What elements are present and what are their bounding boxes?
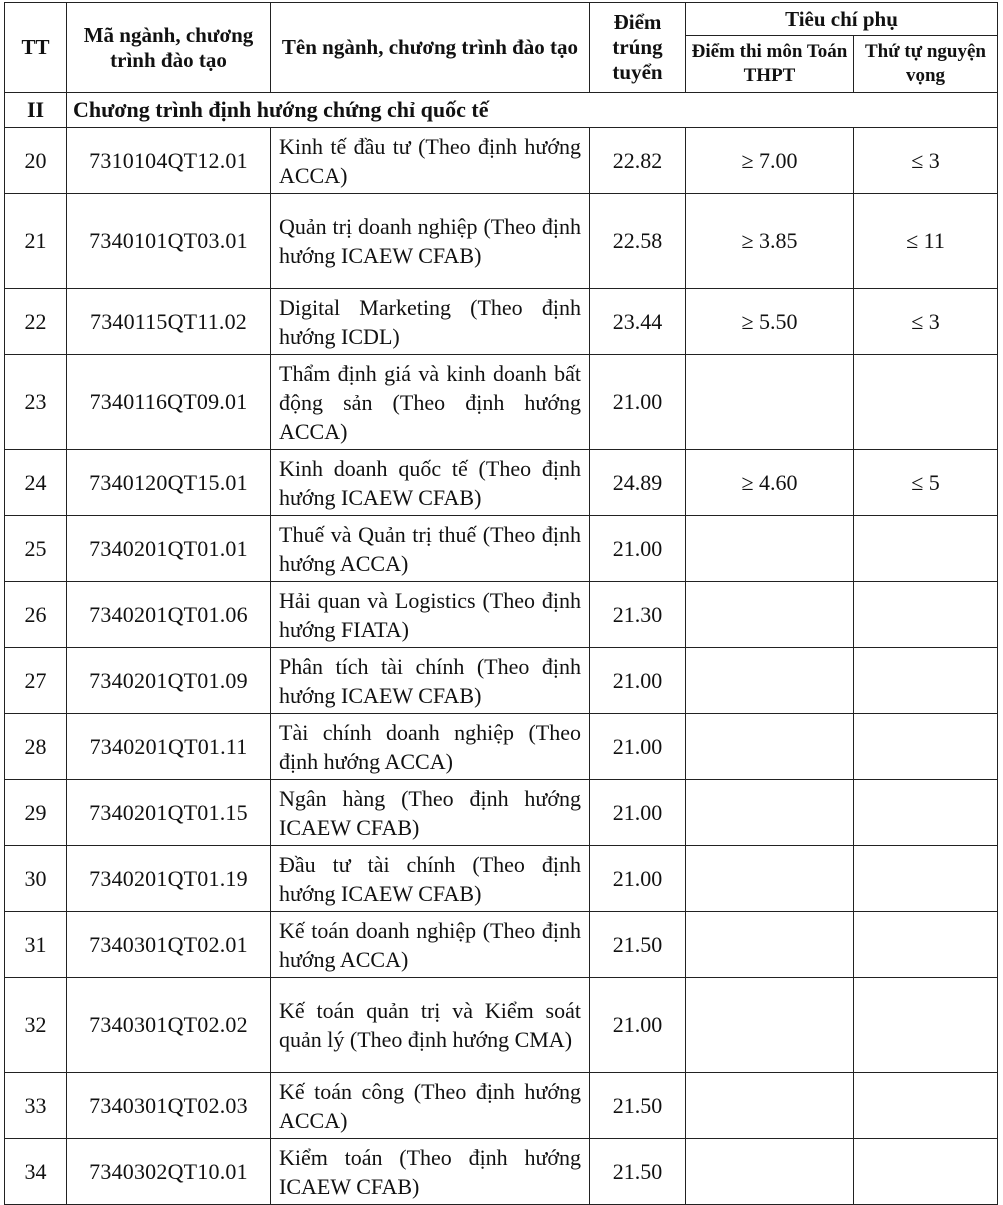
- table-row: [5, 846, 998, 912]
- program-name: Digital Marketing (Theo định hướng ICDL): [271, 289, 590, 355]
- program-name: Ngân hàng (Theo định hướng ICAEW CFAB): [271, 780, 590, 846]
- program-code: 7340101QT03.01: [67, 194, 271, 289]
- table-row: [5, 450, 998, 516]
- math-score-criterion: ≥ 5.50: [686, 289, 854, 355]
- admission-score-table: [4, 2, 998, 1205]
- row-number: 31: [5, 912, 67, 978]
- wish-order-criterion: [854, 714, 998, 780]
- program-name: Kế toán doanh nghiệp (Theo định hướng ACCA): [271, 912, 590, 978]
- table-row: [5, 582, 998, 648]
- math-score-criterion: [686, 582, 854, 648]
- row-number: 27: [5, 648, 67, 714]
- section-title: Chương trình định hướng chứng chỉ quốc tế: [67, 93, 998, 128]
- header-program-name: Tên ngành, chương trình đào tạo: [271, 3, 590, 93]
- row-number: 32: [5, 978, 67, 1073]
- admission-score: 21.50: [590, 1073, 686, 1139]
- admission-score: 21.50: [590, 912, 686, 978]
- row-number: 26: [5, 582, 67, 648]
- math-score-criterion: ≥ 7.00: [686, 128, 854, 194]
- row-number: 29: [5, 780, 67, 846]
- header-program-code: Mã ngành, chương trình đào tạo: [67, 3, 271, 93]
- program-name: Đầu tư tài chính (Theo định hướng ICAEW CFAB): [271, 846, 590, 912]
- table-row: [5, 912, 998, 978]
- wish-order-criterion: [854, 846, 998, 912]
- row-number: 23: [5, 355, 67, 450]
- program-name: Kiểm toán (Theo định hướng ICAEW CFAB): [271, 1139, 590, 1205]
- wish-order-criterion: [854, 912, 998, 978]
- section-number: II: [5, 93, 67, 128]
- math-score-criterion: ≥ 3.85: [686, 194, 854, 289]
- math-score-criterion: [686, 714, 854, 780]
- program-code: 7340201QT01.11: [67, 714, 271, 780]
- table-row: [5, 516, 998, 582]
- wish-order-criterion: [854, 978, 998, 1073]
- program-name: Quản trị doanh nghiệp (Theo định hướng ICAEW CFAB): [271, 194, 590, 289]
- wish-order-criterion: [854, 582, 998, 648]
- admission-score: 21.00: [590, 355, 686, 450]
- program-code: 7340302QT10.01: [67, 1139, 271, 1205]
- program-name: Kế toán quản trị và Kiểm soát quản lý (Theo định hướng CMA): [271, 978, 590, 1073]
- program-code: 7340301QT02.02: [67, 978, 271, 1073]
- row-number: 28: [5, 714, 67, 780]
- math-score-criterion: [686, 780, 854, 846]
- table-row: [5, 714, 998, 780]
- row-number: 24: [5, 450, 67, 516]
- admission-score: 21.00: [590, 846, 686, 912]
- math-score-criterion: ≥ 4.60: [686, 450, 854, 516]
- math-score-criterion: [686, 355, 854, 450]
- wish-order-criterion: ≤ 3: [854, 128, 998, 194]
- program-name: Hải quan và Logistics (Theo định hướng FIATA): [271, 582, 590, 648]
- admission-score: 21.00: [590, 780, 686, 846]
- program-code: 7340115QT11.02: [67, 289, 271, 355]
- row-number: 21: [5, 194, 67, 289]
- wish-order-criterion: [854, 780, 998, 846]
- row-number: 30: [5, 846, 67, 912]
- program-code: 7340201QT01.01: [67, 516, 271, 582]
- admission-score: 21.30: [590, 582, 686, 648]
- table-row: [5, 128, 998, 194]
- table-row: [5, 289, 998, 355]
- program-name: Thẩm định giá và kinh doanh bất động sản (Theo định hướng ACCA): [271, 355, 590, 450]
- admission-score: 21.00: [590, 648, 686, 714]
- header-wish-order: Thứ tự nguyện vọng: [854, 36, 998, 93]
- admission-score: 21.00: [590, 714, 686, 780]
- wish-order-criterion: ≤ 5: [854, 450, 998, 516]
- admission-score: 21.50: [590, 1139, 686, 1205]
- admission-score: 22.58: [590, 194, 686, 289]
- program-code: 7310104QT12.01: [67, 128, 271, 194]
- math-score-criterion: [686, 1139, 854, 1205]
- wish-order-criterion: [854, 1139, 998, 1205]
- wish-order-criterion: ≤ 3: [854, 289, 998, 355]
- header-admission-score: Điểm trúng tuyển: [590, 3, 686, 93]
- row-number: 25: [5, 516, 67, 582]
- program-name: Kế toán công (Theo định hướng ACCA): [271, 1073, 590, 1139]
- wish-order-criterion: ≤ 11: [854, 194, 998, 289]
- header-tt: TT: [5, 3, 67, 93]
- program-code: 7340201QT01.15: [67, 780, 271, 846]
- math-score-criterion: [686, 648, 854, 714]
- admission-score: 21.00: [590, 978, 686, 1073]
- program-code: 7340301QT02.01: [67, 912, 271, 978]
- table-row: [5, 1139, 998, 1205]
- row-number: 20: [5, 128, 67, 194]
- table-row: [5, 648, 998, 714]
- program-name: Phân tích tài chính (Theo định hướng ICAEW CFAB): [271, 648, 590, 714]
- program-name: Tài chính doanh nghiệp (Theo định hướng ACCA): [271, 714, 590, 780]
- row-number: 34: [5, 1139, 67, 1205]
- wish-order-criterion: [854, 516, 998, 582]
- program-name: Kinh tế đầu tư (Theo định hướng ACCA): [271, 128, 590, 194]
- header-math-score: Điểm thi môn Toán THPT: [686, 36, 854, 93]
- program-code: 7340201QT01.19: [67, 846, 271, 912]
- program-code: 7340201QT01.09: [67, 648, 271, 714]
- admission-score: 22.82: [590, 128, 686, 194]
- row-number: 22: [5, 289, 67, 355]
- math-score-criterion: [686, 516, 854, 582]
- program-code: 7340301QT02.03: [67, 1073, 271, 1139]
- table-row: [5, 355, 998, 450]
- program-code: 7340116QT09.01: [67, 355, 271, 450]
- math-score-criterion: [686, 978, 854, 1073]
- section-row: [5, 93, 998, 128]
- program-code: 7340120QT15.01: [67, 450, 271, 516]
- admission-score: 23.44: [590, 289, 686, 355]
- wish-order-criterion: [854, 648, 998, 714]
- program-name: Thuế và Quản trị thuế (Theo định hướng ACCA): [271, 516, 590, 582]
- program-name: Kinh doanh quốc tế (Theo định hướng ICAEW CFAB): [271, 450, 590, 516]
- table-row: [5, 978, 998, 1073]
- program-code: 7340201QT01.06: [67, 582, 271, 648]
- admission-score: 24.89: [590, 450, 686, 516]
- math-score-criterion: [686, 912, 854, 978]
- admission-score: 21.00: [590, 516, 686, 582]
- header-secondary-criteria: Tiêu chí phụ: [686, 3, 998, 36]
- table-row: [5, 780, 998, 846]
- wish-order-criterion: [854, 355, 998, 450]
- table-row: [5, 194, 998, 289]
- math-score-criterion: [686, 846, 854, 912]
- row-number: 33: [5, 1073, 67, 1139]
